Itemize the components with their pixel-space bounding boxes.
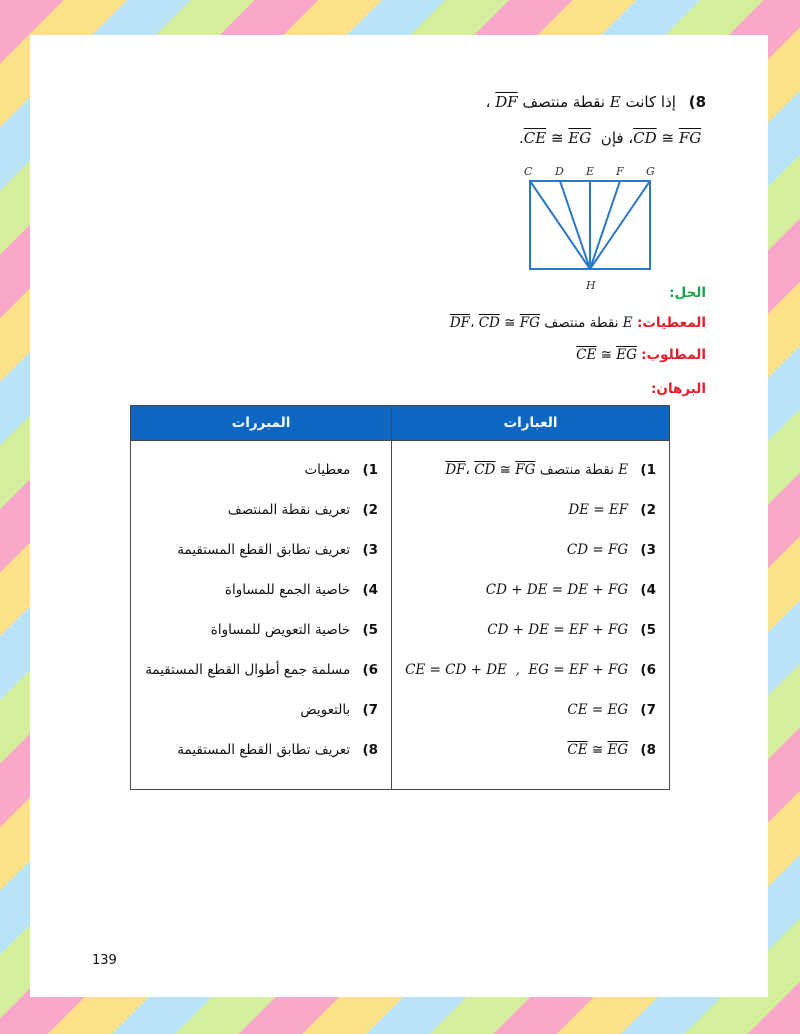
figure-label-e: E	[586, 165, 595, 178]
worksheet-page	[30, 35, 768, 997]
question-line-1: 8) إذا كانت E نقطة منتصف DF ،	[485, 93, 706, 111]
statement-row: 5) CD + DE = EF + FG	[487, 622, 656, 638]
given-label: المعطيات:	[636, 315, 706, 331]
statement-row: 3) CD = FG	[566, 542, 656, 558]
statement-row: 4) CD + DE = DE + FG	[485, 582, 656, 598]
reason-row: 1) معطيات	[304, 462, 379, 478]
header-reasons: المبررات	[131, 406, 392, 441]
figure-segment-gh	[590, 181, 650, 269]
statement-row: 2) DE = EF	[568, 502, 656, 518]
reason-row: 6) مسلمة جمع أطوال القطع المستقيمة	[145, 662, 379, 678]
statement-row: 7) CE = EG	[567, 702, 656, 718]
required-line: المطلوب: $\overline{CE}$ ≅ $\overline{EG}$	[576, 347, 706, 363]
statements-column	[393, 442, 668, 788]
proof-table	[130, 405, 670, 790]
reason-row: 8) تعريف تطابق القطع المستقيمة	[177, 742, 379, 758]
proof-label: البرهان:	[651, 381, 706, 397]
header-statements: العبارات	[392, 406, 670, 441]
reason-row: 4) خاصية الجمع للمساواة	[224, 582, 379, 598]
page-number: 139	[92, 953, 117, 968]
figure-segment-fh	[590, 181, 620, 269]
solution-heading: الحل:	[669, 285, 706, 301]
question-line-2: $\overline{CD}$ ≅ $\overline{FG}$ ، فإن $\overline{CE}$ ≅ $\overline{EG}$ .	[518, 129, 702, 147]
reason-row: 2) تعريف نقطة المنتصف	[227, 502, 379, 518]
reasons-column	[132, 442, 390, 788]
figure-label-f: F	[616, 165, 624, 178]
figure-segment-ch	[530, 181, 590, 269]
figure-label-c: C	[524, 165, 533, 178]
figure-label-g: G	[646, 165, 655, 178]
figure-segment-dh	[560, 181, 590, 269]
reason-row: 3) تعريف تطابق القطع المستقيمة	[177, 542, 379, 558]
proof-label-line	[651, 381, 706, 397]
statement-row: 6) CE = CD + DE , EG = EF + FG	[405, 662, 656, 678]
question-number: 8)	[688, 93, 706, 111]
given-line: المعطيات: E نقطة منتصف DF، $\overline{CD}$ ≅ $\overline{FG}$	[449, 315, 706, 331]
reason-row: 7) بالتعويض	[300, 702, 379, 718]
statement-row: 8) $\overline{CE}$ ≅ $\overline{EG}$	[567, 742, 656, 758]
rectangle-figure	[520, 163, 660, 293]
figure-label-d: D	[555, 165, 564, 178]
required-label: المطلوب:	[641, 347, 706, 363]
figure-label-h: H	[586, 279, 596, 292]
statement-row: 1) E نقطة منتصف DF، $\overline{CD}$ ≅ $\overline{FG}$	[445, 462, 656, 478]
reason-row: 5) خاصية التعويض للمساواة	[210, 622, 379, 638]
